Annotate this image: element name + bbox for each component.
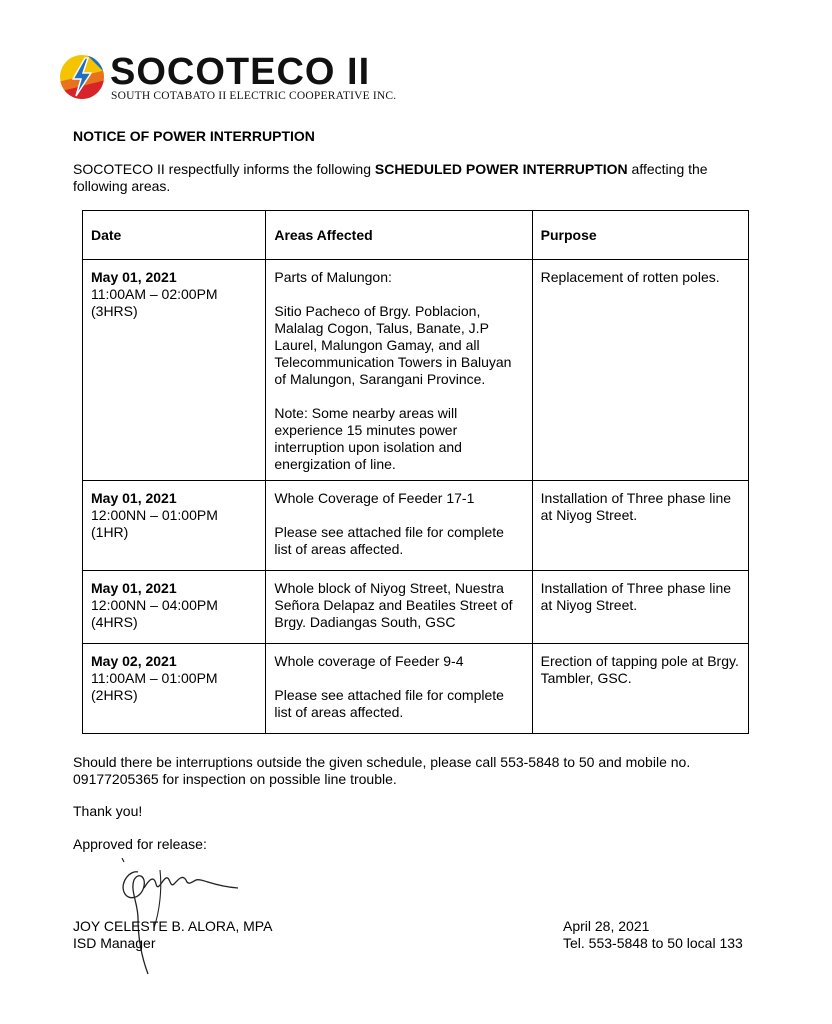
areas-cell	[266, 481, 532, 571]
row-purpose: Replacement of rotten poles.	[540, 269, 720, 285]
signer-name: JOY CELESTE B. ALORA, MPA	[73, 918, 273, 934]
areas-cell	[266, 571, 532, 644]
row-duration: (4HRS)	[91, 614, 138, 630]
row-time: 12:00NN – 04:00PM	[91, 597, 218, 613]
release-date: April 28, 2021	[563, 918, 650, 934]
areas-cell	[266, 260, 532, 481]
purpose-cell	[532, 481, 748, 571]
lightning-bolt-sphere-icon	[58, 52, 106, 102]
areas-line: Parts of Malungon:	[274, 269, 392, 285]
row-time: 11:00AM – 01:00PM	[91, 670, 218, 686]
row-duration: (3HRS)	[91, 303, 138, 319]
table-row	[83, 260, 749, 481]
header-purpose: Purpose	[532, 211, 748, 260]
areas-line: Sitio Pacheco of Brgy. Poblacion, Malalag Cogon, Talus, Banate, J.P Laurel, Malungon Gamay, and all Telecommunication Towers in Baluyan of Malungon, Sarangani Province.	[274, 303, 512, 387]
row-date: May 01, 2021	[91, 490, 177, 506]
table-row	[83, 571, 749, 644]
date-cell	[83, 644, 266, 734]
row-time: 12:00NN – 01:00PM	[91, 507, 218, 523]
purpose-cell	[532, 571, 748, 644]
header-areas: Areas Affected	[266, 211, 532, 260]
intro-suffix: affecting the following areas.	[73, 161, 708, 194]
header-date: Date	[83, 211, 266, 260]
interruption-table	[82, 210, 749, 734]
row-duration: (2HRS)	[91, 687, 138, 703]
row-date: May 01, 2021	[91, 580, 177, 596]
areas-cell	[266, 644, 532, 734]
row-purpose: Installation of Three phase line at Niyog Street.	[540, 490, 732, 523]
notice-intro	[73, 161, 743, 195]
row-purpose: Installation of Three phase line at Niyog Street.	[540, 580, 732, 613]
date-cell	[83, 481, 266, 571]
row-date: May 01, 2021	[91, 269, 177, 285]
signer-block	[73, 918, 272, 952]
notice-title: NOTICE OF POWER INTERRUPTION	[73, 128, 315, 144]
areas-line: Whole coverage of Feeder 9-4	[274, 653, 464, 669]
company-logo	[58, 52, 418, 108]
areas-line: Whole block of Niyog Street, Nuestra Señora Delapaz and Beatiles Street of Brgy. Dadiangas South, GSC	[274, 580, 513, 630]
purpose-cell	[532, 260, 748, 481]
date-cell	[83, 571, 266, 644]
row-purpose: Erection of tapping pole at Brgy. Tambler, GSC.	[540, 653, 739, 686]
intro-bold: SCHEDULED POWER INTERRUPTION	[374, 161, 628, 177]
date-block	[563, 918, 743, 952]
signer-position: ISD Manager	[73, 935, 156, 951]
brand-name: SOCOTECO II	[110, 51, 371, 93]
table-row	[83, 481, 749, 571]
areas-line: Whole Coverage of Feeder 17-1	[274, 490, 475, 506]
row-date: May 02, 2021	[91, 653, 177, 669]
approved-label: Approved for release:	[73, 836, 207, 852]
brand-subtitle: SOUTH COTABATO II ELECTRIC COOPERATIVE INC.	[111, 90, 397, 102]
purpose-cell	[532, 644, 748, 734]
areas-line: Please see attached file for complete list of areas affected.	[274, 687, 504, 720]
table-header-row	[83, 211, 749, 260]
row-time: 11:00AM – 02:00PM	[91, 286, 218, 302]
telephone: Tel. 553-5848 to 50 local 133	[563, 935, 743, 951]
areas-line: Note: Some nearby areas will experience 15 minutes power interruption upon isolation and energization of line.	[274, 405, 462, 472]
date-cell	[83, 260, 266, 481]
row-duration: (1HR)	[91, 524, 129, 540]
areas-line: Please see attached file for complete list of areas affected.	[274, 524, 504, 557]
table-row	[83, 644, 749, 734]
thanks-text: Thank you!	[73, 803, 143, 819]
closing-text: Should there be interruptions outside the given schedule, please call 553-5848 to 50 and mobile no. 09177205365 for inspection on possible line trouble.	[73, 754, 691, 787]
intro-prefix: SOCOTECO II respectfully informs the following	[73, 161, 375, 177]
